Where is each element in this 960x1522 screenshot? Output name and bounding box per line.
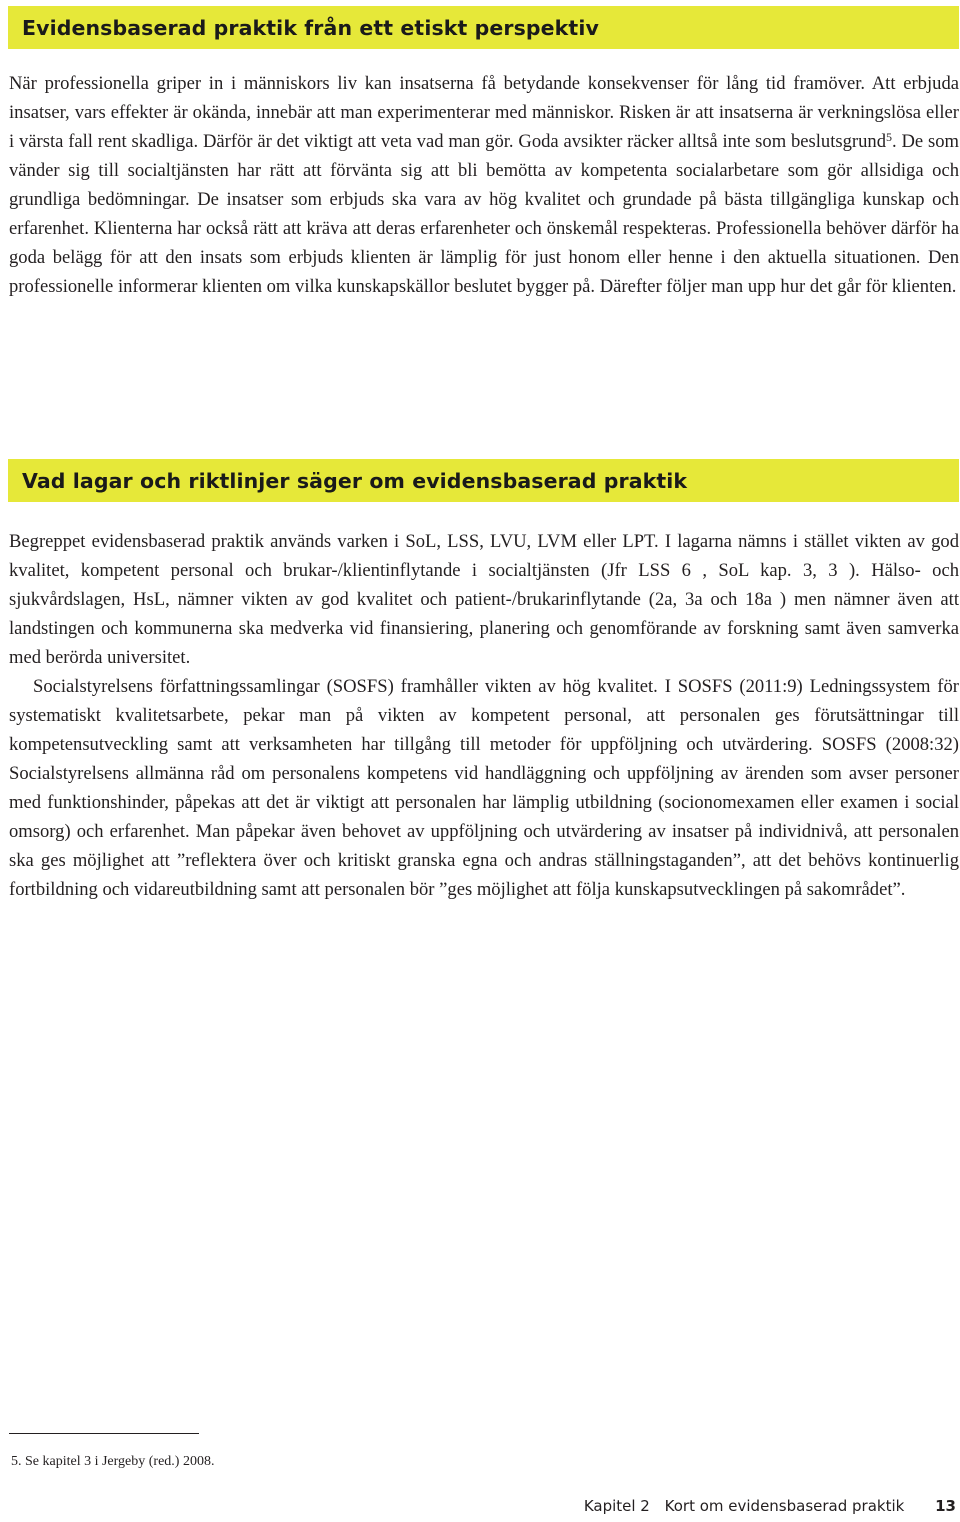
section-heading: Evidensbaserad praktik från ett etiskt perspektiv bbox=[22, 15, 599, 40]
paragraph bbox=[9, 69, 959, 301]
footer-chapter-title: Kort om evidensbaserad praktik bbox=[664, 1497, 905, 1515]
section-ethics-body bbox=[9, 69, 959, 301]
section-law-body bbox=[9, 527, 959, 904]
section-heading: Vad lagar och riktlinjer säger om evidensbaserad praktik bbox=[22, 468, 688, 493]
paragraph: Socialstyrelsens författningssamlingar (SOSFS) framhåller vikten av hög kvalitet. I SOSFS (2011:9) Ledningssystem för systematiskt kvalitetsarbete, pekar man på vikten av kompetent personal, att personalen ges förutsättningar till kompetensutveckling samt att verksamheten har tillgång till metoder för uppföljning och utvärdering. SOSFS (2008:32) Socialstyrelsens allmänna råd om personalens kompetens vid handläggning och uppföljning av ärenden som avser personer med funktionshinder, påpekas att det är viktigt att personalen har lämplig utbildning (socionomexamen eller examen i social omsorg) och erfarenhet. Man påpekar även behovet av uppföljning och utvärdering av insatser på individnivå, att personalen ska ges möjlighet att ”reflektera över och kritiskt granska egna och andras ställningstaganden”, att det behövs kontinuerlig fortbildning och vidareutbildning samt att personalen bör ”ges möjlighet att följa kunskapsutvecklingen på sakområdet”. bbox=[9, 676, 959, 900]
page-footer bbox=[584, 1496, 956, 1516]
paragraph-text: De som vänder sig till socialtjänsten har rätt att förvänta sig att bli bemötta av kompetenta socialarbetare som gör allsidiga och grundliga bedömningar. De insatser som erbjuds ska vara av hög kvalitet och grundade på bästa tillgängliga kunskap och erfarenhet. Klienterna har också rätt att kräva att deras erfarenheter och önskemål respekteras. Professionella behöver därför ha goda belägg för att den insats som erbjuds klienten är lämplig för just honom eller henne i den aktuella situationen. Den professionelle informerar klienten om vilka kunskapskällor beslutet bygger på. Därefter följer man upp hur det går för klienten. bbox=[9, 131, 959, 297]
page-number: 13 bbox=[935, 1497, 956, 1515]
paragraph-text: När professionella griper in i människors liv kan insatserna få betydande konsekvenser för lång tid framöver. Att erbjuda insatser, vars effekter är okända, innebär att man experimenterar med människor. Risken är att insatserna är verkningslösa eller i värsta fall rent skadliga. Därför är det viktigt att veta vad man gör. Goda avsikter räcker alltså inte som beslutsgrund bbox=[9, 73, 959, 152]
footer-chapter: Kapitel 2 bbox=[583, 1497, 650, 1515]
footnote-divider bbox=[9, 1433, 199, 1434]
footnote-marker: 5 bbox=[886, 130, 893, 144]
paragraph: Begreppet evidensbaserad praktik används varken i SoL, LSS, LVU, LVM eller LPT. I lagarna nämns i stället vikten av god kvalitet, kompetent personal och brukar-/klientinflytande i socialtjänsten (Jfr LSS 6 , SoL kap. 3, 3 ). Hälso- och sjukvårdslagen, HsL, nämner vikten av god kvalitet och patient-/brukarinflytande (2a, 3a och 18a ) men nämner även att landstingen och kommunerna ska medverka vid finansiering, planering och genomförande av forskning samt även samverka med berörda universitet. bbox=[9, 531, 959, 668]
section-heading-bar bbox=[8, 459, 959, 502]
footnote: 5. Se kapitel 3 i Jergeby (red.) 2008. bbox=[11, 1454, 215, 1469]
section-heading-bar bbox=[8, 6, 959, 49]
paragraph-end: . bbox=[892, 131, 897, 152]
